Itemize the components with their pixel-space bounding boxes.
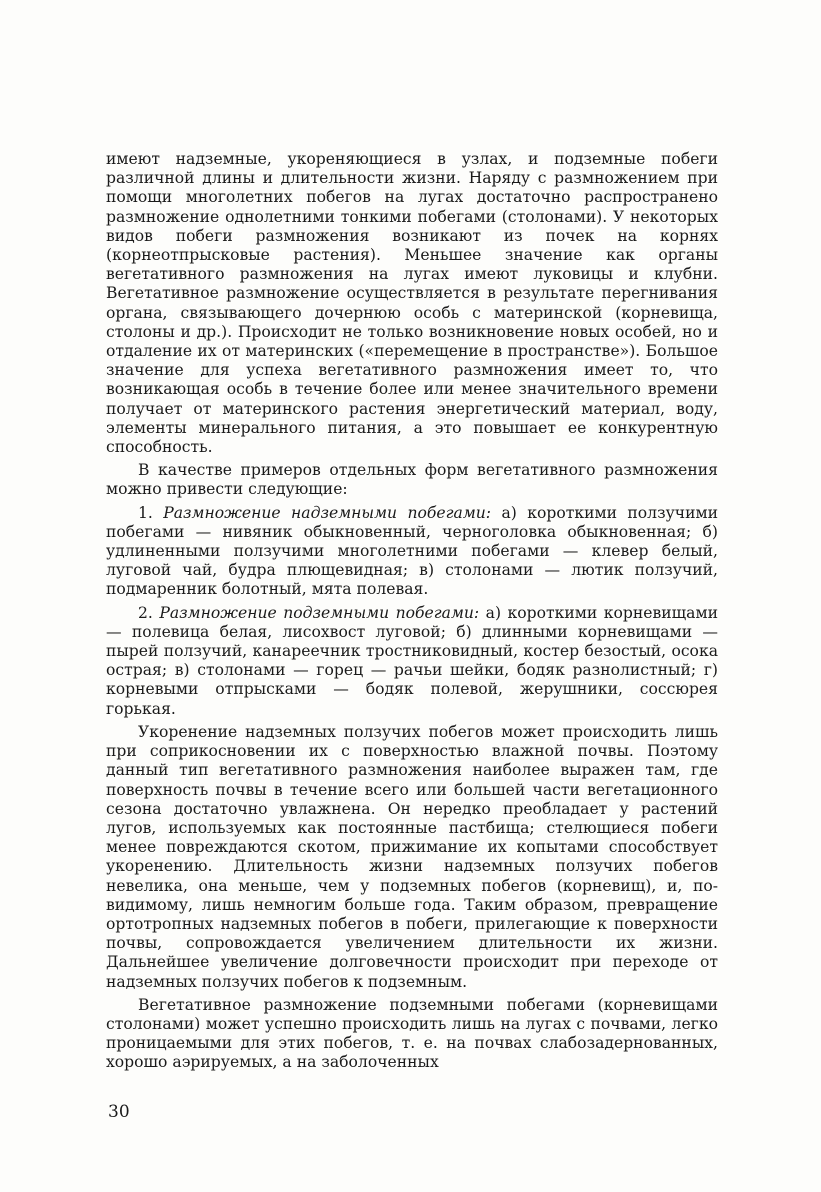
list-item-aboveground: [106, 504, 718, 600]
paragraph-text: Вегетативное размножение подземными побегами (корневищами столонами) может успешно происходить лишь на лугах с почвами, легко проницаемыми для этих побегов, т. е. на почвах слабозадернованных, хорошо аэрируемых, а на заболоченных: [106, 995, 718, 1072]
page-number: 30: [108, 1102, 130, 1122]
text-column: [106, 150, 718, 1077]
paragraph-text: имеют надземные, укореняющиеся в узлах, и подземные побеги различной длины и длительности жизни. Наряду с размножением при помощи многолетних побегов на лугах достаточно распространено размножение однолетними тонкими побегами (столонами). У некоторых видов побеги размножения возникают из почек на корнях (корнеотпрысковые растения). Меньшее значение как органы вегетативного размножения на лугах имеют луковицы и клубни. Вегетативное размножение осуществляется в результате перегнивания органа, связывающего дочернюю особь с материнской (корневища, столоны и др.). Происходит не только возникновение новых особей, но и отдаление их от материнских («перемещение в пространстве»). Большое значение для успеха вегетативного размножения имеет то, что возникающая особь в течение более или менее значительного времени получает от материнского растения энергетический материал, воду, элементы минерального питания, а это повышает ее конкурентную способность.: [106, 150, 718, 457]
list-item-heading: Размножение подземными побегами:: [159, 603, 480, 622]
paragraph-continued: [106, 150, 718, 457]
list-item-underground: [106, 604, 718, 719]
paragraph-examples-intro: [106, 461, 718, 499]
paragraph-rooting: [106, 723, 718, 992]
paragraph-text: Укоренение надземных ползучих побегов может происходить лишь при соприкосновении их с поверхностью влажной почвы. Поэтому данный тип вегетативного размножения наиболее выражен там, где поверхность почвы в течение всего или большей части вегетационного сезона достаточно увлажнена. Он нередко преобладает у растений лугов, используемых как постоянные пастбища; стелющиеся побеги менее повреждаются скотом, прижимание их копытами способствует укоренению. Длительность жизни надземных ползучих побегов невелика, она меньше, чем у подземных побегов (корневищ), и, по-видимому, лишь немногим больше года. Таким образом, превращение ортотропных надземных побегов в побеги, прилегающие к поверхности почвы, сопровождается увеличением длительности их жизни. Дальнейшее увеличение долговечности происходит при переходе от надземных ползучих побегов к подземным.: [106, 722, 718, 991]
list-item-text: а) короткими ползучими побегами — нивяник обыкновенный, черноголовка обыкновенная; б) удлиненными ползучими многолетними побегами — клевер белый, луговой чай, будра плющевидная; в) столонами — лютик ползучий, подмаренник болотный, мята полевая.: [106, 503, 718, 599]
paragraph-text: В качестве примеров отдельных форм вегетативного размножения можно привести следующие:: [106, 461, 718, 499]
list-item-number: 2.: [138, 603, 160, 622]
list-item-heading: Размножение надземными побегами:: [163, 503, 492, 522]
list-item-number: 1.: [138, 503, 164, 522]
list-item-text: а) короткими корневищами — полевица белая, лисохвост луговой; б) длинными корневищами — пырей ползучий, канареечник тростниковидный, костер безостый, осока острая; в) столонами — горец — рачьи шейки, бодяк разнолистный; г) корневыми отпрысками — бодяк полевой, жерушники, соссюрея горькая.: [106, 603, 718, 718]
paragraph-underground-reproduction: [106, 996, 718, 1073]
